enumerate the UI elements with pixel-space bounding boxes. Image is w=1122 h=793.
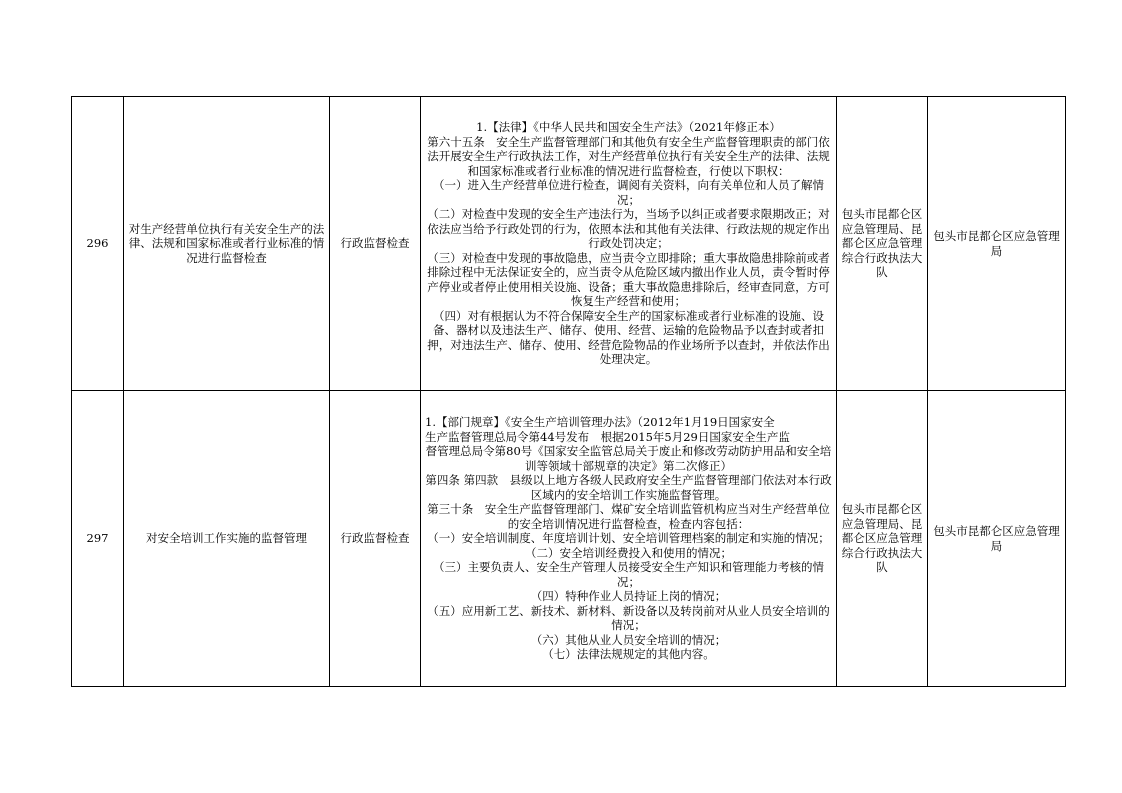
item-name: 对安全培训工作实施的监督管理 (124, 391, 330, 687)
basis-line: 1.【法律】《中华人民共和国安全生产法》（2021年修正本） (476, 120, 781, 135)
item-name: 对生产经营单位执行有关安全生产的法律、法规和国家标准或者行业标准的情况进行监督检查 (124, 97, 330, 391)
basis-line: （五）应用新工艺、新技术、新材料、新设备以及转岗前对从业人员安全培训的情况； (427, 603, 830, 633)
basis-line: 生产监督管理总局令第44号发布 根据2015年5月29日国家安全生产监 (425, 429, 790, 444)
basis-line: 督管理总局令第80号《国家安全监管总局关于废止和修改劳动防护用品和安全培训等领域十部规章的决定》第二次修正） (425, 444, 832, 473)
basis-line: （一）进入生产经营单位进行检查，调阅有关资料，向有关单位和人员了解情况； (433, 178, 824, 207)
basis-line: 1.【部门规章】《安全生产培训管理办法》（2012年1月19日国家安全 (425, 415, 775, 430)
basis-line: 第六十五条 安全生产监督管理部门和其他负有安全生产监督管理职责的部门依法开展安全生产行政执法工作，对生产经营单位执行有关安全生产的法律、法规和国家标准或者行业标准的情况进行监督检查，行使以下职权： (427, 134, 830, 178)
responsible-body: 包头市昆都仑区应急管理局 (928, 97, 1066, 391)
basis-line: （二）安全培训经费投入和使用的情况； (525, 545, 732, 560)
basis-line: 第三十条 安全生产监督管理部门、煤矿安全培训监管机构应当对生产经营单位的安全培训情况进行监督检查，检查内容包括： (427, 502, 830, 531)
implementing-body: 包头市昆都仑区应急管理局、昆都仑区应急管理综合行政执法大队 (837, 97, 928, 391)
basis-line: （三）主要负责人、安全生产管理人员接受安全生产知识和管理能力考核的情况； (433, 560, 824, 589)
item-category: 行政监督检查 (330, 391, 421, 687)
implementing-body: 包头市昆都仑区应急管理局、昆都仑区应急管理综合行政执法大队 (837, 391, 928, 687)
legal-basis (421, 391, 837, 687)
authority-list-table (71, 96, 1066, 687)
table-row (72, 97, 1066, 391)
basis-line: （六）其他从业人员安全培训的情况； (530, 632, 727, 647)
row-number: 297 (72, 391, 124, 687)
basis-line: （二）对检查中发现的安全生产违法行为，当场予以纠正或者要求限期改正；对依法应当给予行政处罚的行为，依照本法和其他有关法律、行政法规的规定作出行政处罚决定； (427, 207, 830, 251)
basis-line: 第四条 第四款 县级以上地方各级人民政府安全生产监督管理部门依法对本行政区域内的安全培训工作实施监督管理。 (425, 473, 832, 502)
legal-basis (421, 97, 837, 391)
table-row (72, 391, 1066, 687)
responsible-body: 包头市昆都仑区应急管理局 (928, 391, 1066, 687)
basis-line: （四）对有根据认为不符合保障安全生产的国家标准或者行业标准的设施、设备、器材以及违法生产、储存、使用、经营、运输的危险物品予以查封或者扣押，对违法生产、储存、使用、经营危险物品的作业场所予以查封，并依法作出处理决定。 (427, 308, 830, 367)
item-category: 行政监督检查 (330, 97, 421, 391)
basis-line: （四）特种作业人员持证上岗的情况； (530, 589, 727, 604)
basis-line: （三）对检查中发现的事故隐患，应当责令立即排除；重大事故隐患排除前或者排除过程中无法保证安全的，应当责令从危险区域内撤出作业人员，责令暂时停产停业或者停止使用相关设施、设备；重大事故隐患排除后，经审查同意，方可恢复生产经营和使用； (427, 250, 830, 309)
row-number: 296 (72, 97, 124, 391)
basis-line: （七）法律法规规定的其他内容。 (542, 647, 715, 662)
basis-line: （一）安全培训制度、年度培训计划、安全培训管理档案的制定和实施的情况； (427, 531, 830, 546)
